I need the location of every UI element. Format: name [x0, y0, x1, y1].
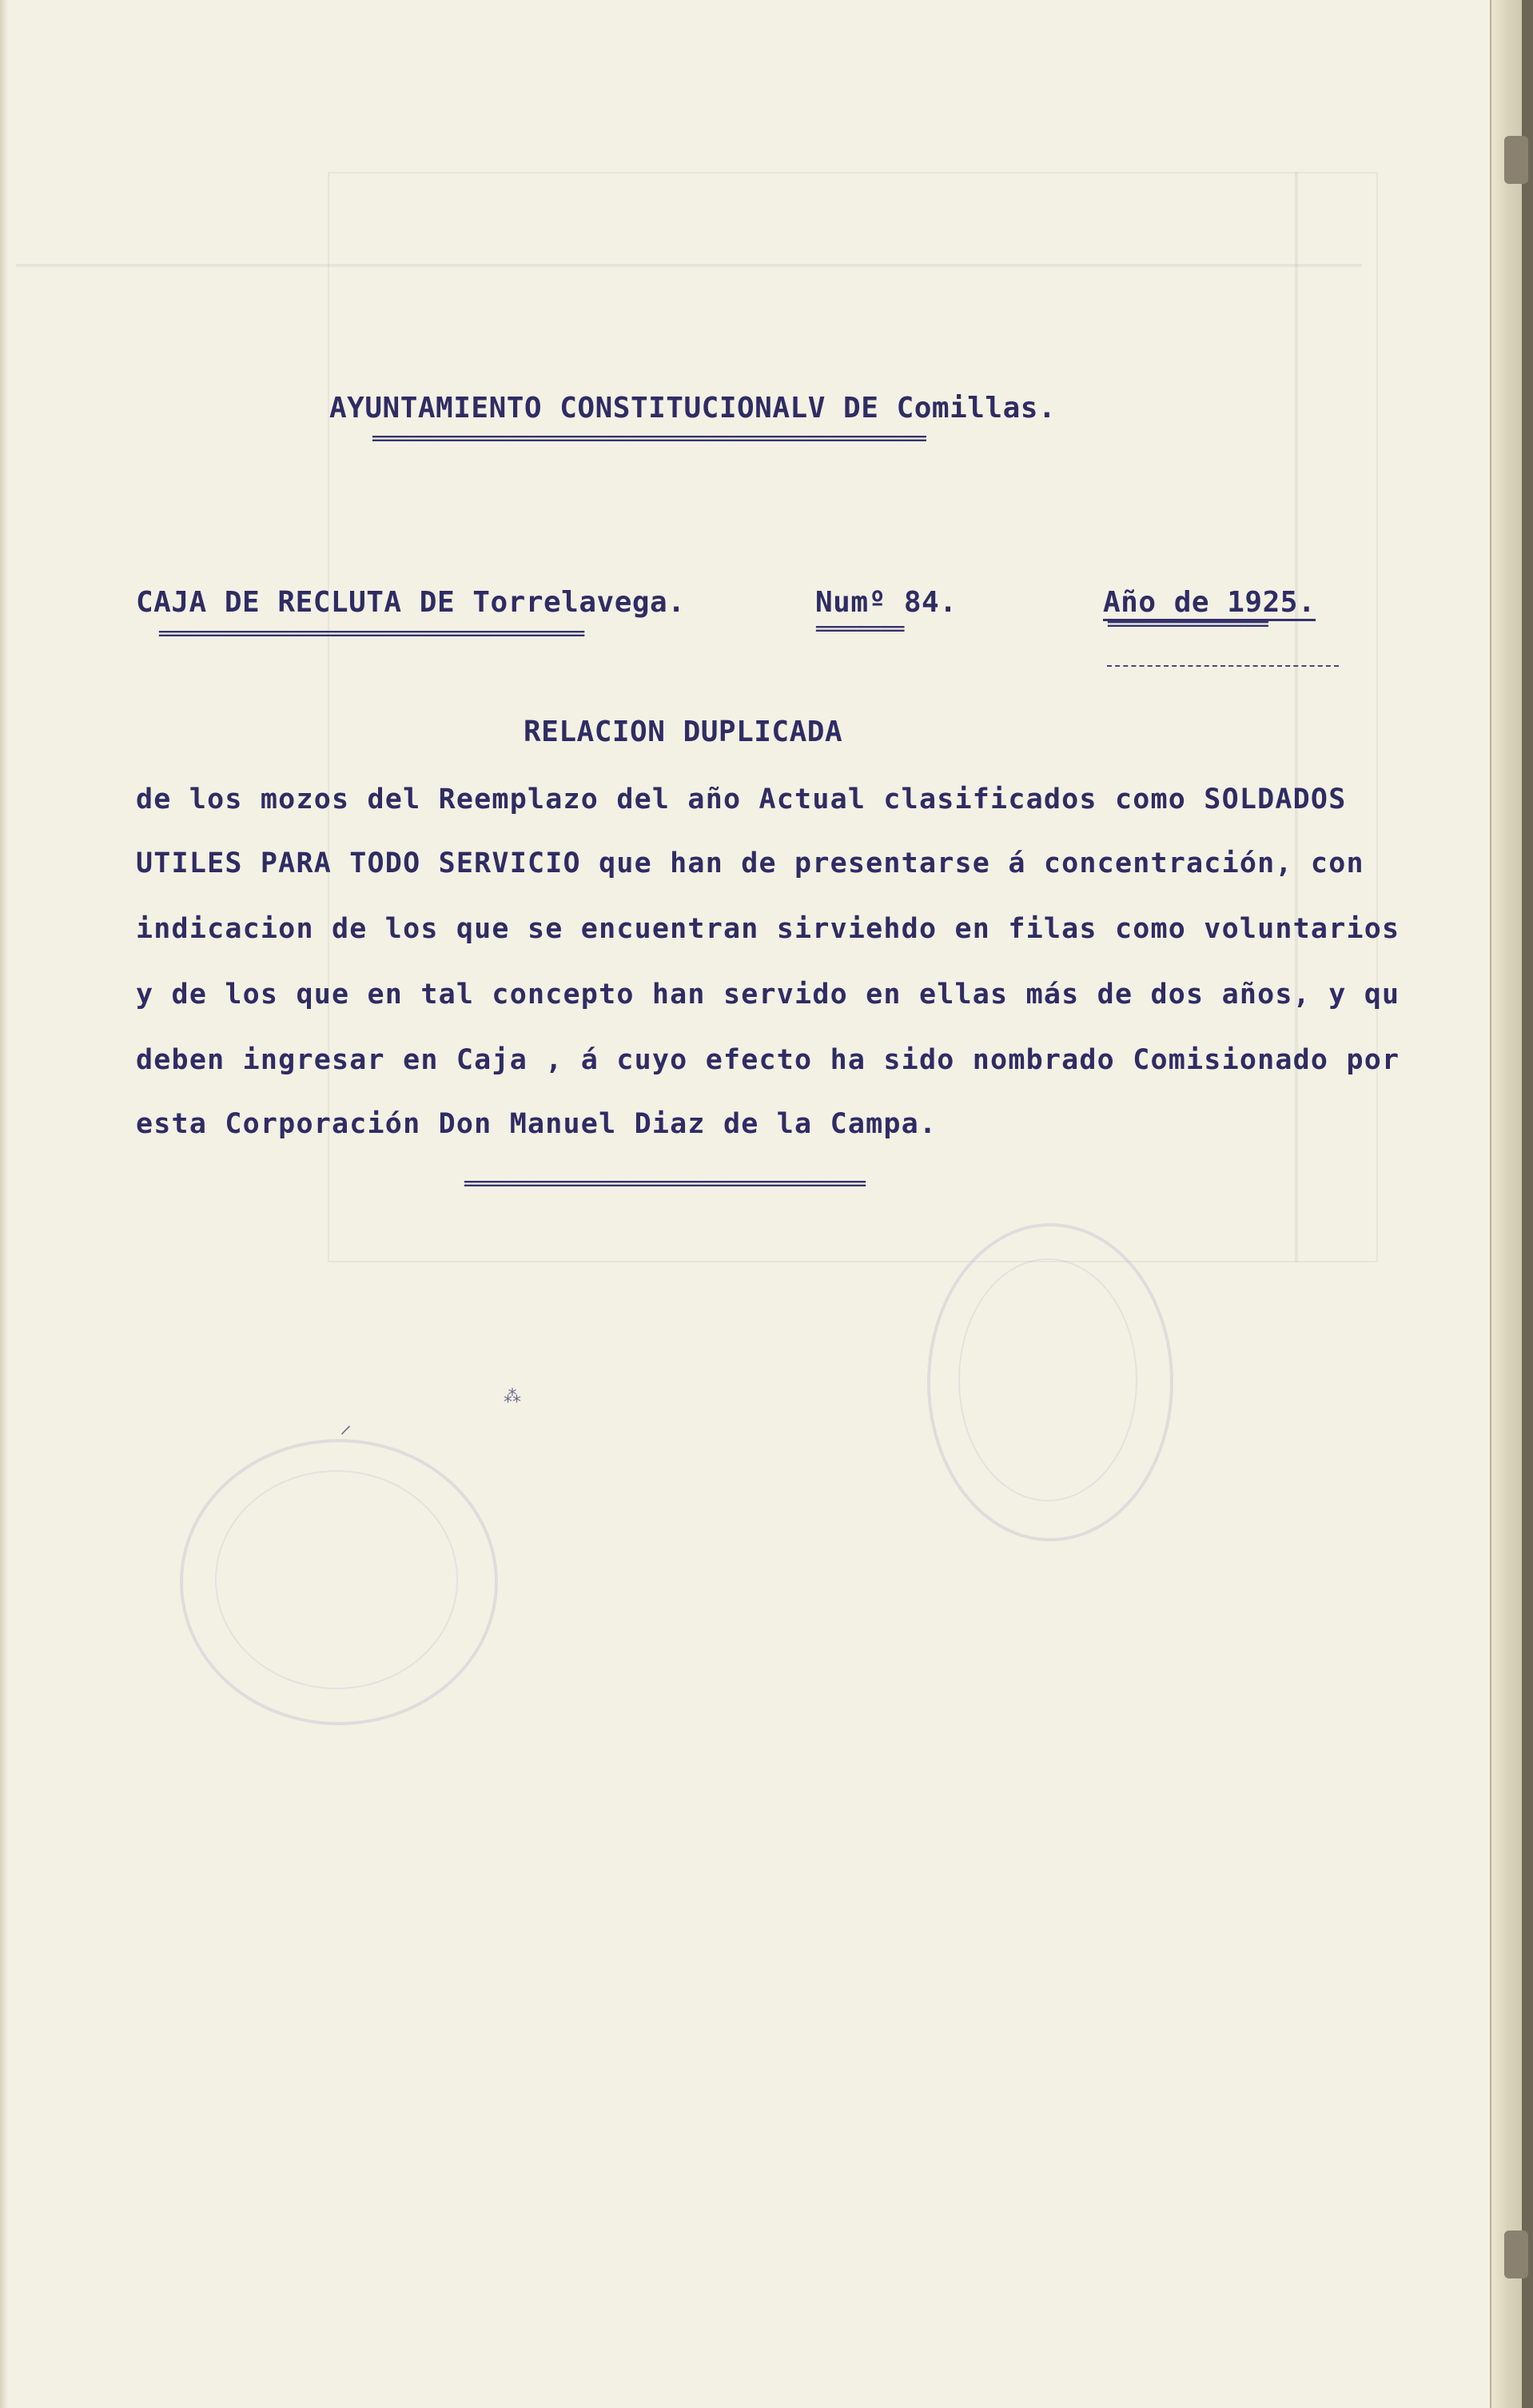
binding-clip-top: [1504, 136, 1528, 184]
ano-dashed-rule: [1107, 665, 1339, 667]
body-line-5: deben ingresar en Caja , á cuyo efecto ha sido nombrado Comisionado por: [136, 1044, 1400, 1076]
header-double-rule: =====================================================================: [372, 430, 926, 446]
numero-double-rule: ===========: [815, 620, 904, 636]
body-line-6: esta Corporación Don Manuel Diaz de la Campa.: [136, 1108, 938, 1140]
page-left-edge: [0, 0, 8, 2408]
ink-mark: ⸝: [340, 1411, 352, 1439]
binding-spine: [1522, 0, 1533, 2408]
bleed-through-column-line: [1295, 172, 1298, 1262]
ano-label: Año de 1925.: [1103, 586, 1316, 621]
body-line-1: de los mozos del Reemplazo del año Actual clasificados como SOLDADOS: [136, 783, 1347, 815]
binding-clip-bottom: [1504, 2231, 1528, 2278]
bleed-through-row-line: [16, 264, 1362, 267]
bleed-through-frame: [328, 172, 1378, 1262]
ink-mark: ⁂: [504, 1387, 521, 1407]
document-title: RELACION DUPLICADA: [524, 716, 843, 748]
seal-inner-ring: [958, 1258, 1137, 1501]
municipality-header: AYUNTAMIENTO CONSTITUCIONALV DE Comillas.: [329, 392, 1057, 425]
seal-stamp-faint-left: [180, 1439, 498, 1725]
caja-double-rule: =====================================================: [158, 625, 584, 641]
numero-label: Numº 84.: [815, 586, 958, 619]
body-line-2: UTILES PARA TODO SERVICIO que han de presentarse á concentración, con: [136, 847, 1364, 879]
body-line-4: y de los que en tal concepto han servido en ellas más de dos años, y qu: [136, 979, 1400, 1011]
seal-inner-ring: [215, 1470, 458, 1689]
body-line-3: indicacion de los que se encuentran sirviehdo en filas como voluntarios: [136, 913, 1400, 945]
closing-double-rule: ==================================================: [464, 1175, 866, 1191]
seal-stamp-faint-right: [927, 1223, 1173, 1541]
caja-de-recluta: CAJA DE RECLUTA DE Torrelavega.: [136, 586, 686, 619]
ano-double-rule: ====================: [1107, 616, 1268, 632]
